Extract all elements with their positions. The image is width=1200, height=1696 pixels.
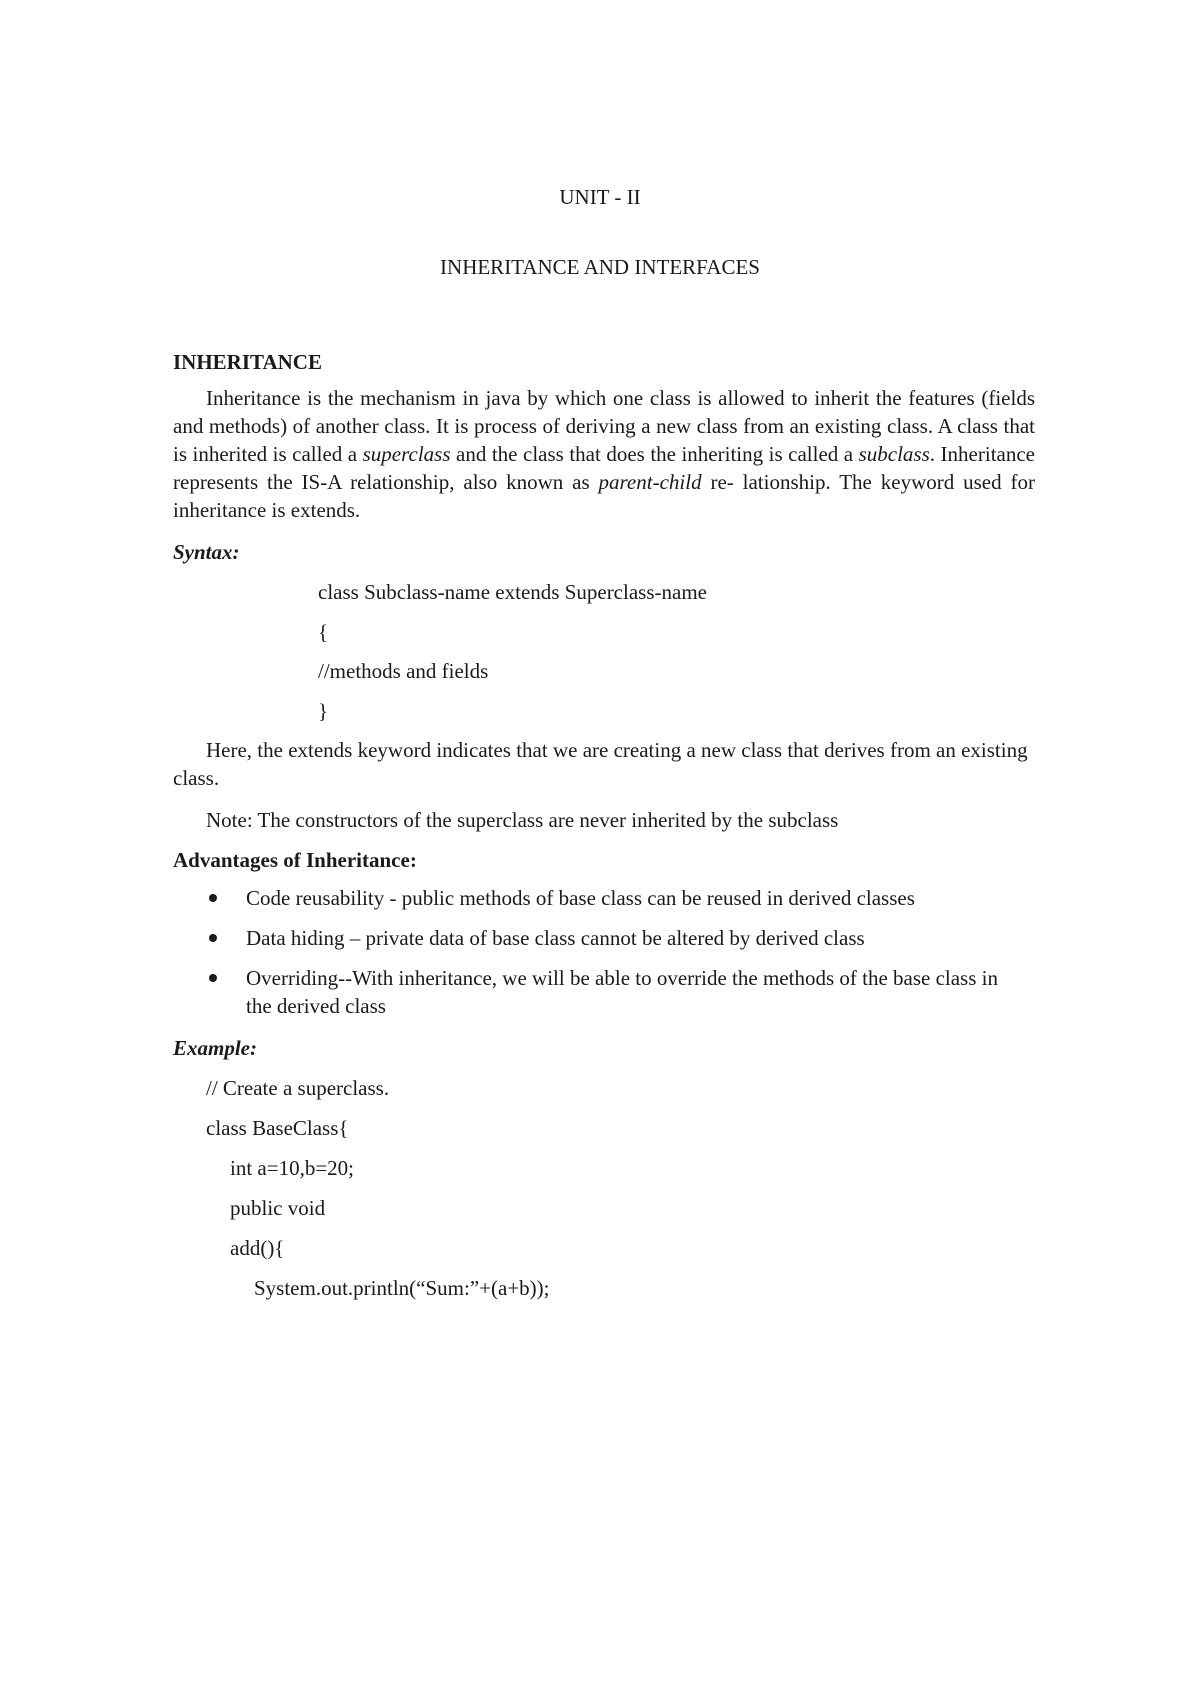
code-line-method: add(){ [230,1236,285,1260]
para-text-4: re- lationship. The keyword used for inheritance is extends. [173,470,1035,522]
constructor-note: Note: The constructors of the superclass are never inherited by the subclass [206,808,839,832]
bullet-icon [209,934,217,942]
parent-child-term: parent-child [598,470,702,494]
advantage-text: Code reusability - public methods of base class can be reused in derived classes [246,886,915,910]
superclass-term: superclass [362,442,451,466]
list-item [206,884,1006,912]
list-item [206,924,1006,952]
advantage-text: Overriding--With inheritance, we will be able to override the methods of the base class in the derived class [246,966,998,1018]
bullet-icon [209,974,217,982]
para-text-1: Inheritance is the mechanism in java by which one class is allowed to inherit the features (fields and methods) of another class. It is process of deriving a new class from an existing class. A class that is inherited is called a [173,386,1035,466]
subclass-term: subclass [858,442,930,466]
list-item [206,964,1006,1020]
bullet-icon [209,894,217,902]
inheritance-heading: INHERITANCE [173,350,322,374]
advantage-text: Data hiding – private data of base class cannot be altered by derived class [246,926,865,950]
para-text-2: and the class that does the inheriting is called a [450,442,859,466]
advantages-list [206,884,1006,1032]
para-text-3: . Inheritance represents the IS-A relationship, also known as [173,442,1035,494]
advantages-heading: Advantages of Inheritance: [173,848,417,872]
unit-title: UNIT - II [559,185,641,209]
code-line-class: class BaseClass{ [206,1116,349,1140]
syntax-line-comment: //methods and fields [318,659,489,683]
code-line-modifier: public void [230,1196,326,1220]
syntax-line-close-brace: } [318,699,329,723]
syntax-line-open-brace: { [318,620,329,644]
extends-explanation: Here, the extends keyword indicates that we are creating a new class that derives from an existing class. [173,738,1028,790]
unit-subtitle: INHERITANCE AND INTERFACES [440,255,760,279]
code-line-fields: int a=10,b=20; [230,1156,355,1180]
code-line-comment: // Create a superclass. [206,1076,390,1100]
inheritance-paragraph [173,384,1035,524]
code-line-println: System.out.println(“Sum:”+(a+b)); [254,1276,550,1300]
syntax-label: Syntax: [173,540,240,564]
example-label: Example: [173,1036,257,1060]
syntax-line-class: class Subclass-name extends Superclass-name [318,580,707,604]
